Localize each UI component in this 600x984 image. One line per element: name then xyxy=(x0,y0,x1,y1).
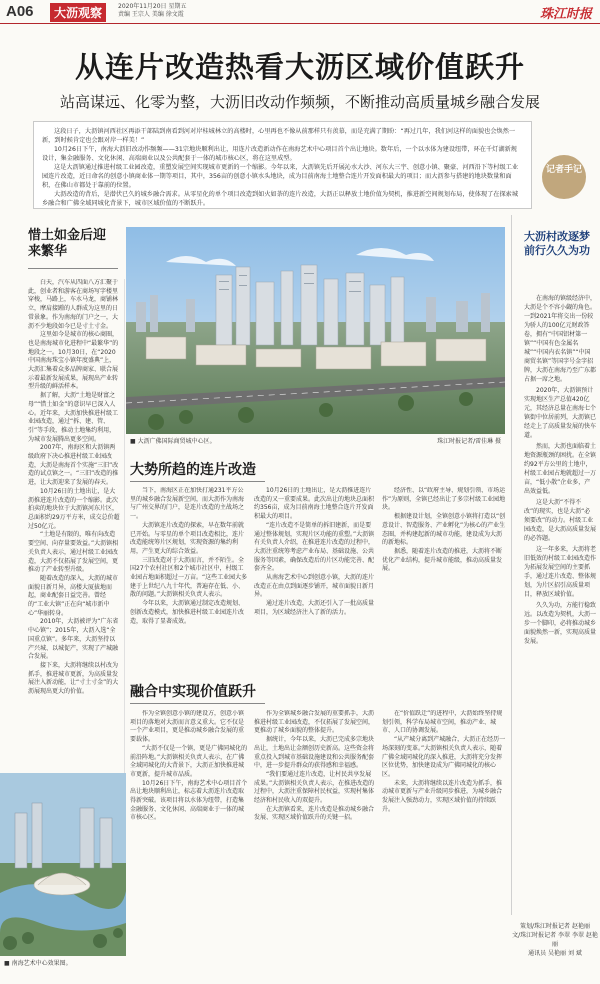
body-paragraph: “我们要通过连片改造，让村民共享发展成果。”大沥镇相关负责人表示，在推进改造的过程中，大沥注重保障村民权益，实现村集体经济和村民收入的双提升。 xyxy=(254,770,375,805)
body-paragraph: 接下来，大沥将继续以村改为抓手，推进城市更新，为高质量发展注入新动能，让“寸土寸金”的大沥展现出更大的价值。 xyxy=(28,661,119,696)
body-paragraph: “土地是有限的，唯有向改造要空间、向存量要效益。”大沥镇相关负责人表示，通过村级工业园改造，大沥不仅拓展了发展空间，更推动了产业转型升级。 xyxy=(28,531,119,574)
sidebar-paragraph: 久久为功，方能行稳致远。以改造为契机，大沥一步一个脚印，必将推动城乡面貌焕然一新，实现高质量发展。 xyxy=(524,602,596,645)
lead-paragraph: 这段日子，大沥镇河西社区再添干部陆到南看到河对岸桂城林立的高楼时，心里再也不像从前那样只有羡慕，而是充满了期盼：“再过几年，我们河这样的面貌也会焕然一新，到时候肯定也会跟对岸一样美！” xyxy=(42,128,516,144)
body-paragraph: 2007年，南海区和大沥镇两级政府下决心推进村级工业园改造，大沥是南海首个实施“三旧”改造的试点镇之一。“三旧”改造的推进，让大沥迎来了发展的春天。 xyxy=(28,444,119,487)
photo-caption-bar xyxy=(126,434,505,446)
credit-line: 文/珠江时报记者 李翠 李翠 赵艳丽 xyxy=(512,932,598,948)
section-title-fusion: 融合中实现价值跃升 xyxy=(130,684,256,700)
issue-editors: 责编 王宗人 美编 徐文霞 xyxy=(118,11,184,18)
newspaper-logo: 珠江时报 xyxy=(539,7,592,22)
reporter-note-badge: 记者手记 xyxy=(542,155,586,199)
left-column-title: 惜土如金后迎来繁华 xyxy=(28,228,107,259)
issue-meta xyxy=(118,3,186,19)
body-paragraph: 10月26日的土地出让，是大沥推进连片改造的一个缩影。此次拍卖的地块位于大沥镇河东片区，总面积约29万平方米，成交总价超过50亿元。 xyxy=(28,487,120,530)
trend-column-3 xyxy=(382,487,506,677)
body-paragraph: 10月26日的土地出让，是大沥推进连片改造的又一重要成果。此次出让的地块总面积约356亩，成为目前南海土地整合连片开发面积最大的项目。 xyxy=(254,487,375,521)
sidebar-paragraph: 这是大沥“不得不改”的现实，也是大沥“必须要改”的动力。村级工业园改造，是大沥高质量发展的必答题。 xyxy=(524,499,596,542)
bottom-photo-caption: ■ 南海艺术中心效果图。 xyxy=(4,960,72,967)
sidebar-paragraph: 然而，大沥也面临着土地资源瓶颈的困扰。在全镇约92平方公里的土地中，村级工业园占地就超过一万亩，“低小散”企业多，产出效益低。 xyxy=(524,443,596,495)
body-paragraph: 作为全镇创意小镇的建设方，创意小镇项目的落地对大沥而言意义重大。它不仅是一个产业项目，更是推动城乡融合发展的重要载体。 xyxy=(130,710,245,744)
aerial-city-photo xyxy=(126,227,505,434)
credit-line: 策划/珠江时报记者 赵艳丽 xyxy=(520,923,590,930)
fusion-column-3 xyxy=(382,710,506,960)
section-tag: 大沥观察 xyxy=(50,3,106,22)
sidebar-divider xyxy=(511,215,512,915)
body-paragraph: 三旧改造对于大沥而言，并不陌生。全国27个农村社区和2个城市社区中，村级工业园占地面积超过一万亩。“这些工业园大多建于上世纪八九十年代，普遍存在低、小、散的问题。”大沥镇相关负责人表示。 xyxy=(130,556,248,599)
lead-box xyxy=(33,121,532,209)
sidebar-body xyxy=(524,294,596,904)
credit-line: 通讯员 吴艳丽 刘 斌 xyxy=(528,950,582,957)
section-rule xyxy=(130,481,265,482)
body-paragraph: 2010年，大沥被评为“广东省中心镇”；2015年，大沥入选“全国重点镇”。多年来，大沥坚持以产兴城、以城促产，实现了产城融合发展。 xyxy=(28,618,119,661)
masthead xyxy=(0,0,600,24)
page-subhead: 站高谋远、化零为整，大沥旧改动作频频，不断推动高质量城乡融合发展 xyxy=(59,93,540,111)
body-paragraph: 据悉，随着连片改造的推进，大沥将不断优化产业结构，提升城市能级，推动高质量发展。 xyxy=(382,547,503,573)
page-number: A06 xyxy=(6,3,34,20)
fusion-column-2 xyxy=(254,710,376,960)
body-paragraph: 据统计，今年以来，大沥已完成多宗地块出让，土地出让金额创历史新高。这些资金将重点投入到城市基础设施建设和公共服务配套中，进一步提升群众的获得感和幸福感。 xyxy=(254,736,375,770)
lead-paragraph: 10月26日下午，南海大沥旧改动作频频——31宗地块顺利出让，用连片改造新动作在南海艺术中心项目首个出让地块。数年后，一个以水体为建设纽带，环在千灯湖新规设计，集金融服务、文化休闲、高端商业以及公共配套于一体的城市核心区，将在这里成型。 xyxy=(42,146,517,162)
body-paragraph: 今年以来，大沥镇通过制定改造规划、创新改造模式，加快推进村级工业园连片改造，取得了显著成效。 xyxy=(130,600,245,625)
sidebar-paragraph: 在南海的镇级经济中，大沥是个不容小觑的角色。一到2021年将交出一份较为骄人的100亿元财政答卷，拥有“中国铝材第一镇”“中国有色金属名城”“中国内衣名镇”“中国商贸名镇”等国字号金字招牌，大沥在南海乃至广东都占据一席之地。 xyxy=(524,295,596,383)
body-paragraph: 作为全镇城乡融合发展的重要抓手，大沥推进村级工业园改造，不仅拓展了发展空间，更推动了城乡面貌的整体提升。 xyxy=(254,710,375,735)
title-rule xyxy=(28,268,118,269)
photo-credit: 珠江时报记者/雷佳琳 摄 xyxy=(437,438,501,445)
body-paragraph: 根据建设计划，全镇创意小镇将打造以“创意设计、智造服务、产业孵化”为核心的产业生态圈，并构建起新的城市功能，建设成为大沥的新地标。 xyxy=(382,513,506,547)
sidebar-title: 大沥村改逐梦前行久久为功 xyxy=(524,230,590,257)
trend-column-1 xyxy=(130,487,248,677)
body-paragraph: 这里如今是城市的核心商圈，也是南海城市化进程中“最繁华”的地段之一。10月30日，在“2020中国南海珠宝小镇年度盛典”上，大沥汇集着众多品牌商家、联合展示着最新发展成果，展现出产业转型升级的鲜活样本。 xyxy=(28,331,119,391)
body-paragraph: 通过连片改造，大沥还引入了一批高质量项目，为区域经济注入了新的活力。 xyxy=(254,600,375,616)
photo-caption: ■ 大沥广佛国际商贸城中心区。 xyxy=(130,438,216,445)
sidebar-paragraph: 2020年，大沥镇预计实现地区生产总值420亿元，其经济总量在南海七个镇街中位居前列，大沥镇已经走上了高质量发展的快车道。 xyxy=(524,387,596,439)
body-paragraph: 经济性、以“政府主导、规划引领、市场运作”为原则，全镇已经出让了多宗村级工业园地块。 xyxy=(382,487,506,512)
sidebar-credits xyxy=(512,922,598,958)
body-paragraph: 据了解，大沥“土地是财富之母”“惜土如金”的意识早已深入人心。近年来，大沥加快推进村级工业园改造，通过“拆、建、管、引”等手段，推动土地集约利用，为城市发展腾出更多空间。 xyxy=(28,392,119,443)
section-rule xyxy=(130,703,265,704)
body-paragraph: “连片改造不是简单的拆旧建新，而是要通过整体规划，实现片区功能的重塑。”大沥镇有关负责人介绍，在推进连片改造的过程中，大沥注重统筹考虑产业布局、基础设施、公共服务等因素，确保改造后的片区功能完善、配套齐全。 xyxy=(254,521,375,573)
body-paragraph: 随着改造的深入，大沥的城市面貌日新月异，高楼大厦拔地而起，商业配套日益完善。曾经的“工业大镇”正在向“城市新中心”华丽转身。 xyxy=(28,574,119,617)
body-paragraph: 未来，大沥将继续以连片改造为抓手，推动城市更新与产业升级同步推进，为城乡融合发展注入强劲动力，实现区域价值的持续跃升。 xyxy=(382,779,503,813)
sidebar-paragraph: 这一年多来，大沥将老旧低效的村级工业园改造作为拓展发展空间的主要抓手，通过连片改造、整体规划，为片区招引高质量项目，释放区域价值。 xyxy=(524,546,596,598)
issue-date: 2020年11月20日 星期五 xyxy=(118,3,187,10)
body-paragraph: 当下，南海区正在加快打通231平方公里的城乡融合发展新空间，而大沥作为南海与广州交界的门户，是连片改造的主战场之一。 xyxy=(130,487,245,521)
body-paragraph: 在大沥镇看来，连片改造是推动城乡融合发展、实现区域价值跃升的关键一招。 xyxy=(254,805,375,822)
body-paragraph: 白天，汽车从四面八方汇聚于此，创业者和游客在商场写字楼里穿梭，马路上，车水马龙，商铺林立，摩肩接踵的人群成为这里的日常景象。作为南海的门户之一，大沥不少地段如今已是寸土寸金。 xyxy=(28,279,119,330)
art-center-rendering xyxy=(0,773,126,956)
lead-paragraph: 这是大沥镇通过推进村级工业园改造，重塑发展空间实现城市更新的一个缩影。今年以来，大沥镇先后开展沁水大沙、河东大三宇、创意小镇、聚豪、河西沿下等村级工业园连片改造，近日命名的创意小镇商业体一期等项目，其中，356亩的创意小镇水头地块，成为目前南海土地整合连片开发面积最大的项目；而大沥参与搭建的地块数量和面积，在佛山市都处于靠前的位置。 xyxy=(42,164,519,189)
page-headline: 从连片改造热看大沥区域价值跃升 xyxy=(74,50,525,84)
body-paragraph: 在“价值跃迁”的进程中，大沥始终坚持规划引领，科学布局城市空间，推动产业、城市、人口的协调发展。 xyxy=(382,710,503,735)
body-paragraph: 10月26日下午，南海艺术中心项目首个出让地块顺利出让，标志着大沥连片改造取得新突破。该项目将以水体为纽带，打造集金融服务、文化休闲、高端商业于一体的城市核心区。 xyxy=(130,779,248,822)
section-title-trend: 大势所趋的连片改造 xyxy=(130,462,256,478)
lead-paragraph: 大沥改造的背后，是潜伏已久的城乡融合需求。从零星化的单个项目改造到如火如荼的连片改造，大沥正以释放土地价值为契机，推进新空间规划布局，使体现了在探索城乡融合和广佛全域同城化背景下，城市区域价值的不断跃升。 xyxy=(42,191,519,207)
body-paragraph: 大沥镇连片改造的探索，早在数年前就已开始。与零星的单个项目改造相比，连片改造能统筹片区规划，实现资源的集约利用，产生更大的综合效益。 xyxy=(130,521,245,555)
trend-column-2 xyxy=(254,487,376,677)
fusion-column-1 xyxy=(130,710,248,960)
body-paragraph: “大沥不仅是一个镇，更是广佛同城化的前沿阵地。”大沥镇相关负责人表示，在广佛全域同城化的大背景下，大沥正加快推进城市更新，提升城市品质。 xyxy=(130,744,248,778)
body-paragraph: “从产城分离到产城融合，大沥正在经历一场深刻的变革。”大沥镇相关负责人表示，随着广佛全域同城化的深入推进，大沥将充分发挥区位优势，加快建设成为广佛同城化的核心区。 xyxy=(382,736,506,778)
body-paragraph: 从南海艺术中心到创意小镇，大沥的连片改造正在由点到面逐步铺开，城市面貌日新月异。 xyxy=(254,574,375,599)
